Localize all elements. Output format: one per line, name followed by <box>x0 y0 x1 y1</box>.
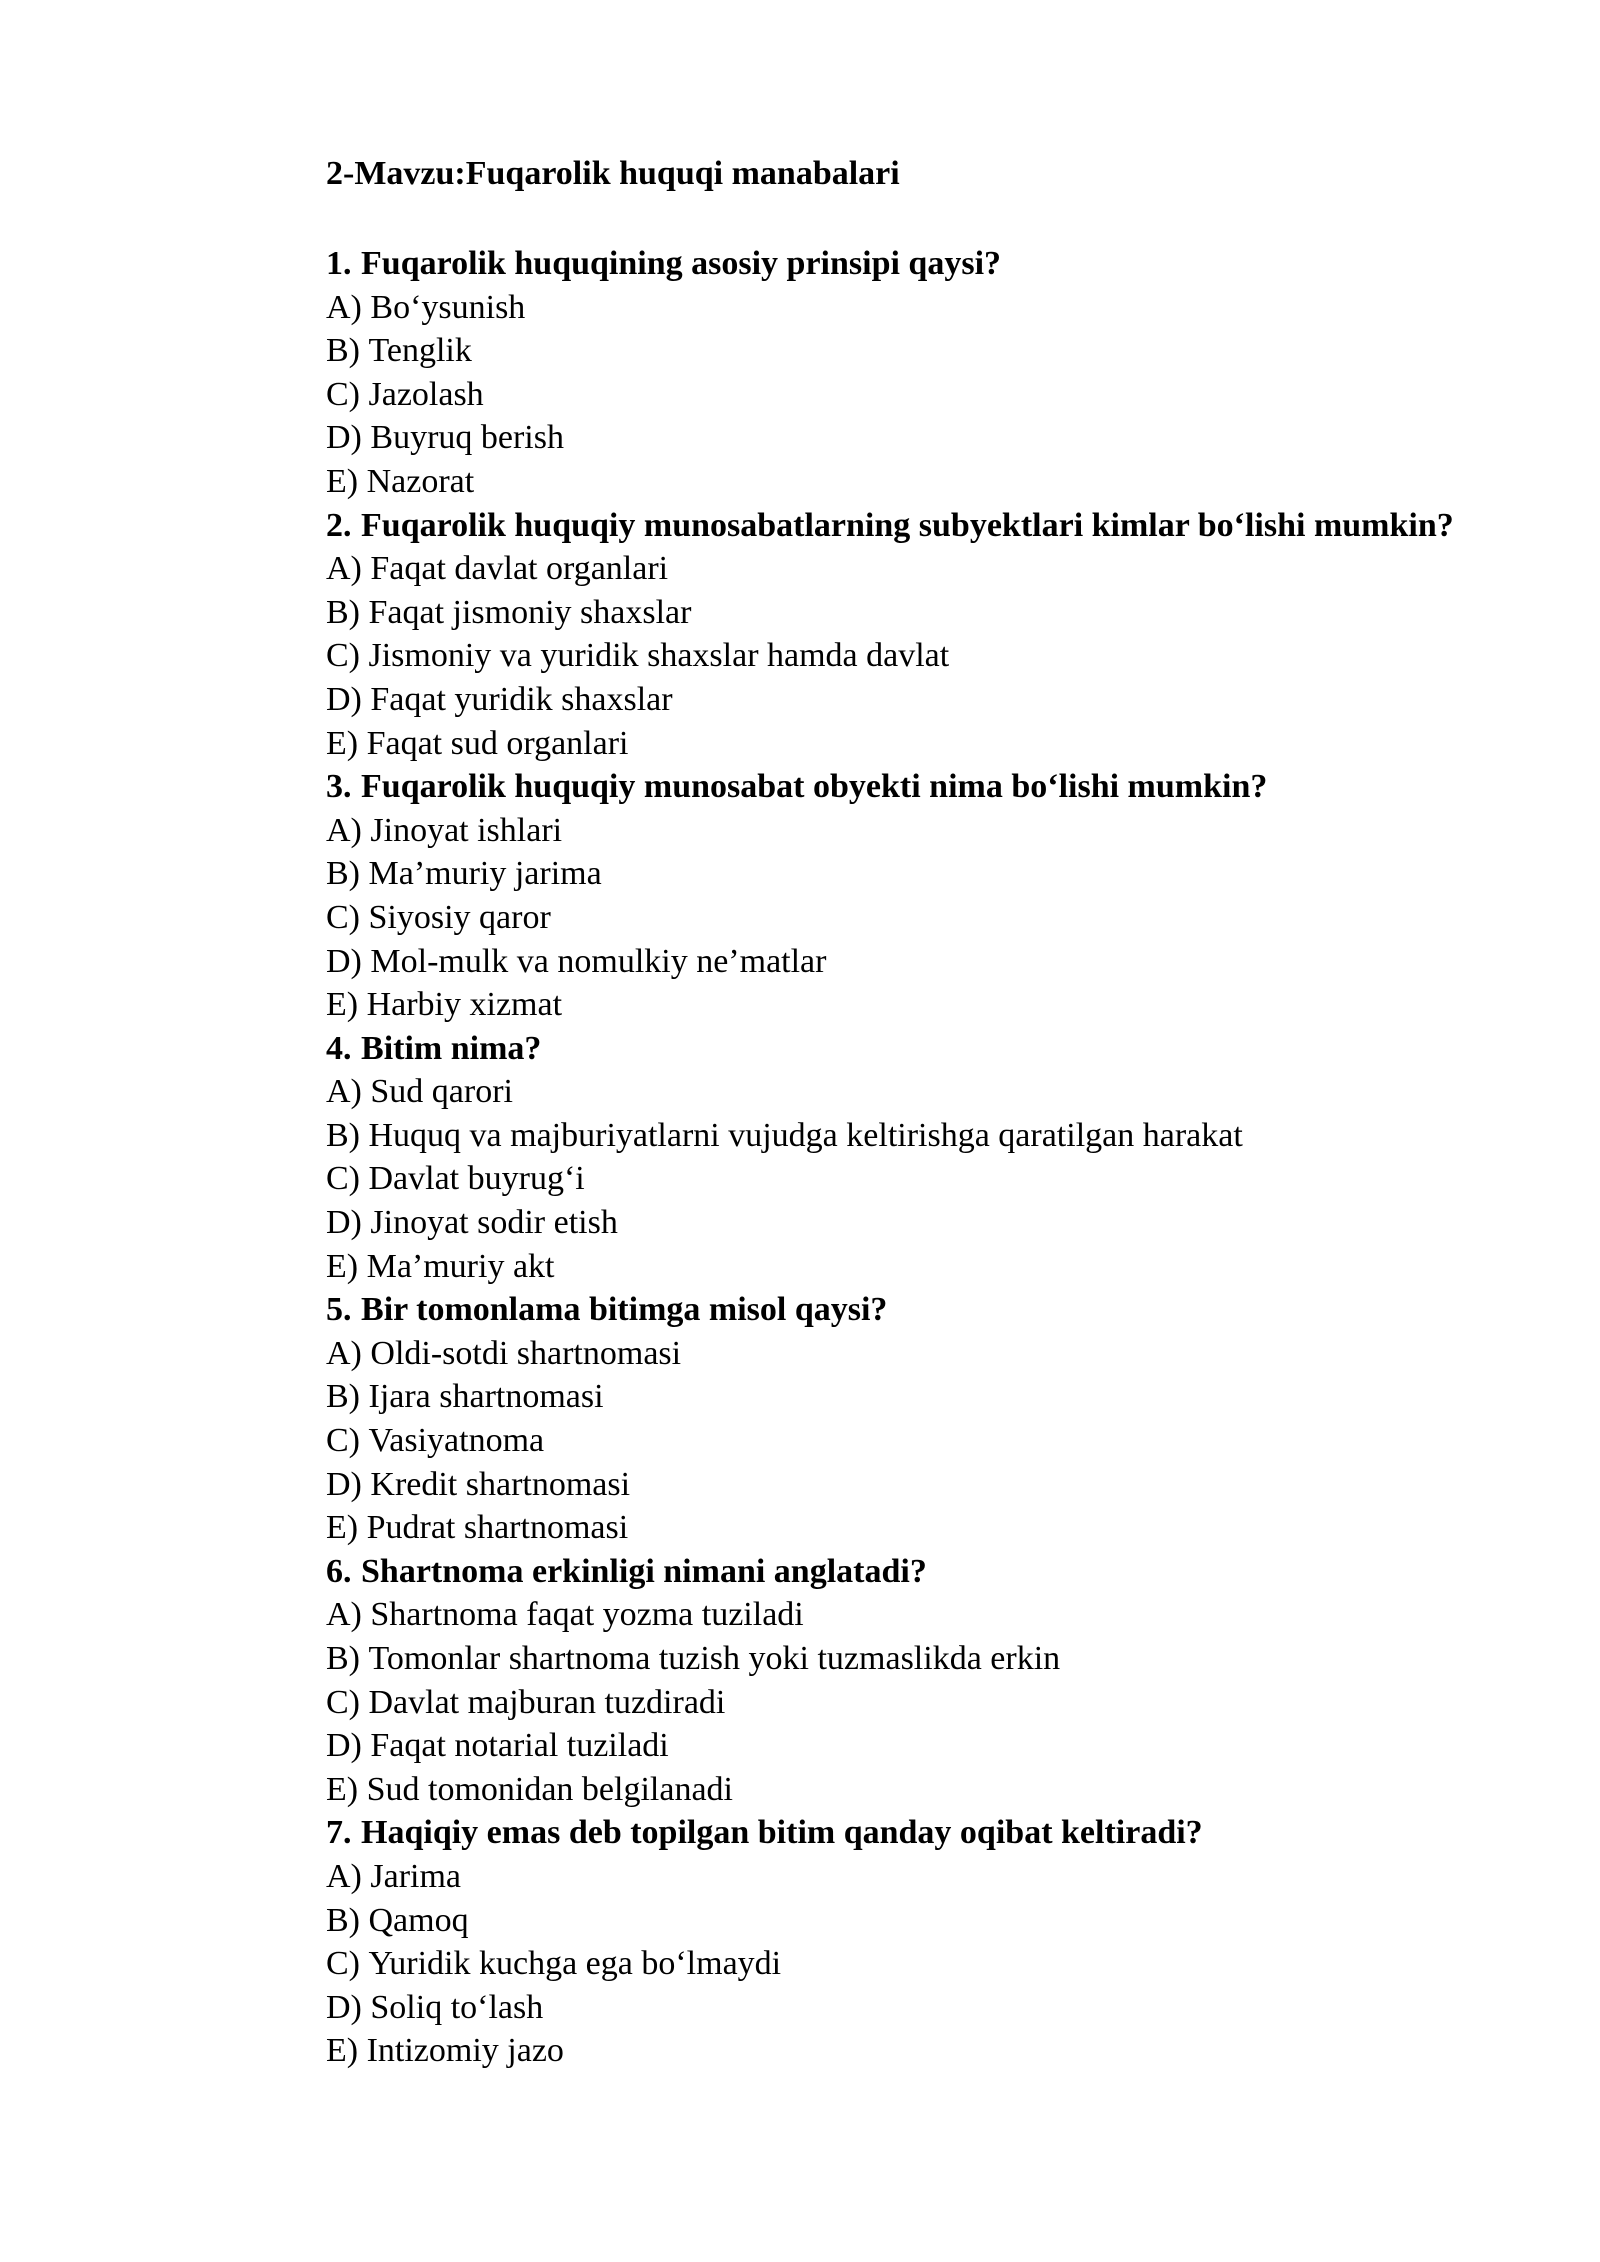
option-letter: E) <box>326 1770 359 1808</box>
option-text: Ma’muriy jarima <box>368 855 602 893</box>
option-letter: D) <box>326 1465 362 1503</box>
option-letter: C) <box>326 1422 360 1460</box>
option-text: Oldi-sotdi shartnomasi <box>370 1334 682 1372</box>
question-list <box>229 242 1489 2073</box>
option-letter: B) <box>326 1640 360 1677</box>
answer-option <box>229 2029 1489 2073</box>
option-text: Soliq to‘lash <box>370 1988 544 2026</box>
question-6 <box>229 1550 1489 1594</box>
answer-option <box>229 416 1489 460</box>
question-text: Haqiqiy emas deb topilgan bitim qanday oqibat keltiradi? <box>361 1814 1203 1852</box>
option-letter: E) <box>326 462 359 500</box>
option-letter: A) <box>326 1857 362 1895</box>
answer-option <box>229 1332 1489 1376</box>
option-text: Shartnoma faqat yozma tuziladi <box>370 1596 804 1634</box>
answer-option <box>229 1375 1489 1419</box>
option-text: Ma’muriy akt <box>366 1247 555 1285</box>
option-text: Nazorat <box>366 462 475 500</box>
option-text: Sud qarori <box>370 1073 513 1111</box>
option-letter: E) <box>326 1247 359 1285</box>
answer-option <box>229 1986 1489 2030</box>
option-text: Jismoniy va yuridik shaxslar hamda davlat <box>368 637 950 675</box>
option-letter: C) <box>326 637 360 675</box>
option-letter: C) <box>326 1683 360 1721</box>
answer-option <box>229 940 1489 984</box>
option-letter: E) <box>326 1509 359 1547</box>
option-text: Kredit shartnomasi <box>370 1465 631 1503</box>
option-letter: D) <box>326 680 362 718</box>
question-text: Fuqarolik huquqiy munosabatlarning subyektlari kimlar bo‘lishi mumkin? <box>361 506 1454 544</box>
option-text: Pudrat shartnomasi <box>366 1509 629 1547</box>
option-letter: C) <box>326 1160 360 1198</box>
option-text: Faqat davlat organlari <box>370 550 669 588</box>
option-letter: D) <box>326 419 362 457</box>
option-letter: B) <box>326 1116 360 1154</box>
option-text: Harbiy xizmat <box>366 986 563 1024</box>
option-text: Mol-mulk va nomulkiy ne’matlar <box>370 942 827 980</box>
option-text: Davlat majburan tuzdiradi <box>368 1683 726 1721</box>
question-number: 3. <box>326 768 352 806</box>
answer-option <box>229 983 1489 1027</box>
question-2 <box>229 504 1489 548</box>
option-text: Vasiyatnoma <box>368 1422 545 1460</box>
question-1 <box>229 242 1489 286</box>
option-text: Jinoyat sodir etish <box>370 1204 618 1242</box>
question-text: Fuqarolik huquqiy munosabat obyekti nima bo‘lishi mumkin? <box>361 768 1268 806</box>
question-7 <box>229 1811 1489 1855</box>
answer-option <box>229 1070 1489 1114</box>
option-letter: B) <box>326 593 360 631</box>
option-letter: A) <box>326 811 362 849</box>
question-number: 2. <box>326 506 352 544</box>
option-text: Huquq va majburiyatlarni vujudga keltirishga qaratilgan harakat <box>368 1116 1243 1154</box>
option-text: Faqat jismoniy shaxslar <box>368 593 692 631</box>
option-text: Buyruq berish <box>370 419 564 457</box>
option-letter: B) <box>326 1378 360 1416</box>
option-letter: E) <box>326 724 359 762</box>
option-letter: A) <box>326 1596 362 1634</box>
answer-option <box>229 896 1489 940</box>
option-letter: A) <box>326 288 362 326</box>
option-text: Qamoq <box>368 1901 469 1939</box>
option-text: Ijara shartnomasi <box>368 1378 604 1416</box>
option-letter: A) <box>326 550 362 588</box>
option-letter: D) <box>326 942 362 980</box>
answer-option <box>229 1506 1489 1550</box>
answer-option <box>229 678 1489 722</box>
answer-option <box>229 1724 1489 1768</box>
answer-option <box>229 1942 1489 1986</box>
answer-option <box>229 1855 1489 1899</box>
answer-option <box>229 722 1489 766</box>
option-text: Faqat notarial tuziladi <box>370 1727 669 1765</box>
answer-option <box>229 1637 1489 1681</box>
option-letter: B) <box>326 855 360 893</box>
option-text: Bo‘ysunish <box>370 288 526 326</box>
question-number: 1. <box>326 245 352 282</box>
option-letter: D) <box>326 1204 362 1242</box>
answer-option <box>229 286 1489 330</box>
answer-option <box>229 1593 1489 1637</box>
option-text: Jinoyat ishlari <box>370 811 563 849</box>
answer-option <box>229 1114 1489 1158</box>
option-letter: A) <box>326 1334 362 1372</box>
answer-option <box>229 1463 1489 1507</box>
answer-option <box>229 1419 1489 1463</box>
answer-option <box>229 591 1489 635</box>
option-letter: B) <box>326 1901 360 1939</box>
option-text: Tenglik <box>368 332 472 370</box>
answer-option <box>229 852 1489 896</box>
answer-option <box>229 1899 1489 1943</box>
answer-option <box>229 1245 1489 1289</box>
option-letter: C) <box>326 375 360 413</box>
option-text: Intizomiy jazo <box>366 2032 564 2070</box>
option-letter: E) <box>326 2032 359 2070</box>
option-letter: D) <box>326 1727 362 1765</box>
option-letter: C) <box>326 898 360 936</box>
option-text: Faqat sud organlari <box>366 724 629 762</box>
answer-option <box>229 1157 1489 1201</box>
option-letter: A) <box>326 1073 362 1111</box>
question-number: 6. <box>326 1552 352 1590</box>
option-text: Tomonlar shartnoma tuzish yoki tuzmaslikda erkin <box>368 1640 1061 1677</box>
option-letter: D) <box>326 1988 362 2026</box>
page-title: 2-Mavzu:Fuqarolik huquqi manabalari <box>326 155 900 192</box>
answer-option <box>229 547 1489 591</box>
answer-option <box>229 329 1489 373</box>
question-number: 5. <box>326 1291 352 1329</box>
option-letter: E) <box>326 986 359 1024</box>
question-5 <box>229 1288 1489 1332</box>
question-text: Shartnoma erkinligi nimani anglatadi? <box>361 1552 927 1590</box>
option-text: Siyosiy qaror <box>368 898 551 936</box>
question-number: 4. <box>326 1029 352 1067</box>
option-text: Jarima <box>370 1857 462 1895</box>
answer-option <box>229 460 1489 504</box>
option-letter: B) <box>326 332 360 370</box>
question-4 <box>229 1027 1489 1071</box>
answer-option <box>229 373 1489 417</box>
option-text: Sud tomonidan belgilanadi <box>366 1770 733 1808</box>
question-text: Bitim nima? <box>361 1029 542 1067</box>
answer-option <box>229 634 1489 678</box>
option-text: Jazolash <box>368 375 484 413</box>
answer-option <box>229 1681 1489 1725</box>
option-text: Davlat buyrug‘i <box>368 1160 585 1198</box>
option-text: Yuridik kuchga ega bo‘lmaydi <box>368 1945 782 1983</box>
answer-option <box>229 1201 1489 1245</box>
question-text: Bir tomonlama bitimga misol qaysi? <box>361 1291 888 1329</box>
question-number: 7. <box>326 1814 352 1852</box>
option-letter: C) <box>326 1945 360 1983</box>
question-text: Fuqarolik huquqining asosiy prinsipi qaysi? <box>361 245 1002 282</box>
answer-option <box>229 809 1489 853</box>
option-text: Faqat yuridik shaxslar <box>370 680 673 718</box>
answer-option <box>229 1768 1489 1812</box>
question-3 <box>229 765 1489 809</box>
